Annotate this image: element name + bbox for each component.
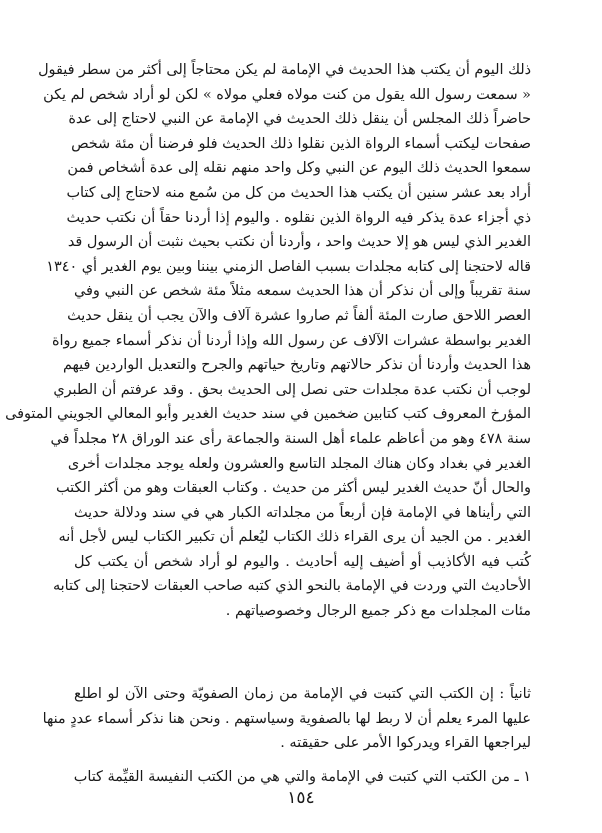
text-line: الغدير في بغداد وكان هناك المجلد التاسع والعشرون ولعله يوجد مجلدات أخرى: [67, 455, 531, 472]
text-line: التي رأيناها في الإمامة فإن أربعاً من مجلداته الكبار هي في سند ودلالة حديث: [74, 504, 531, 521]
text-line: الأحاديث التي وردت في الإمامة بالنحو الذي كتبه صاحب العبقات لاحتجنا إلى كتابه: [52, 578, 531, 595]
text-line: « سمعت رسول الله يقول من كنت مولاه فعلي مولاه » لكن لو أراد شخص لم يكن: [43, 86, 531, 103]
paragraph-main: [5, 58, 531, 624]
paragraph-secondly: [42, 682, 531, 756]
text-line: ذلك اليوم أن يكتب هذا الحديث في الإمامة لم يكن محتاجاً إلى أكثر من سطر فيقول: [38, 62, 531, 78]
text-line: الغدير . من الجيد أن يرى القراء ذلك الكتاب ليُعلم أن تكبير الكتاب ليس لأجل أنه: [58, 529, 531, 546]
text-line: عليها المرء يعلم أن لا ربط لها بالصفوية وسياستهم . ونحن هنا نذكر أسماء عددٍ منها: [42, 710, 531, 727]
text-line: حاضراً ذلك المجلس أن ينقل ذلك الحديث في الإمامة عن النبي لاحتاج إلى عدة: [68, 111, 531, 128]
text-line: كُتب فيه الأكاذيب أو أضيف إليه أحاديث . واليوم لو أراد شخص أن يكتب كل: [74, 553, 531, 570]
text-line: والحال أنّ حديث الغدير ليس أكثر من حديث . وكتاب العبقات وهو من أكثر الكتب: [55, 480, 531, 497]
text-line: أراد بعد عشر سنين أن يكتب هذا الحديث من كل من سُمع منه لاحتاج إلى كتاب: [66, 184, 531, 201]
text-line: الغدير بواسطة عشرات الآلاف عن رسول الله وإذا أردنا أن نذكر أسماء جميع رواة: [51, 332, 531, 349]
text-line: المؤرخ المعروف كتب كتابين ضخمين في سند حديث الغدير وأبو المعالي الجويني المتوفى: [5, 406, 531, 423]
text-line: ١ ـ من الكتب التي كتبت في الإمامة والتي هي من الكتب النفيسة القيِّمة كتاب: [73, 769, 531, 785]
text-line: ليراجعها القراء ويدركوا الأمر على حقيقته .: [280, 735, 531, 752]
text-line: ذي أجزاء عدة يذكر فيه الرواة الذين نقلوه . واليوم إذا أردنا حقاً أن نكتب حديث: [66, 209, 531, 226]
text-line: مئات المجلدات مع ذكر جميع الرجال وخصوصياتهم .: [225, 603, 531, 620]
text-line: سنة تقريباً وإلى أن نذكر أن هذا الحديث سمعه مثلاً مئة شخص عن النبي وفي: [74, 283, 531, 300]
text-line: سنة ٤٧٨ وهو من أعاظم علماء أهل السنة والجماعة رأى عند الوراق ٢٨ مجلداً في: [50, 430, 531, 447]
text-line: ثانياً : إن الكتب التي كتبت في الإمامة من زمان الصفويّة وحتى الآن لو اطلع: [74, 686, 531, 702]
text-line: العصر اللاحق صارت المئة ألفاً ثم صاروا عشرة آلاف والآن يجب أن ينقل حديث: [67, 307, 531, 324]
page-number: ١٥٤: [287, 788, 315, 808]
text-line: لوجب أن نكتب عدة مجلدات حتى نصل إلى الحديث بحق . وقد عرفتم أن الطبري: [53, 381, 531, 398]
text-line: قاله لاحتجنا إلى كتابه مجلدات بسبب الفاصل الزمني بيننا وبين يوم الغدير أي ١٣٤٠: [46, 258, 531, 275]
text-line: هذا الحديث وأردنا أن نذكر حالاتهم وتاريخ حياتهم والجرح والتعديل الواردين فيهم: [62, 357, 531, 374]
text-line: سمعوا الحديث ذلك اليوم عن النبي وكل واحد منهم نقله إلى عدة أشخاص فمن: [67, 160, 531, 177]
text-line: صفحات ليكتب أسماء الرواة الذين نقلوا ذلك الحديث فلو فرضنا أن مئة شخص: [71, 135, 531, 152]
text-line: الغدير الذي ليس هو إلا حديث واحد ، وأردنا أن نكتب بحيث نثبت أن الرسول قد: [67, 234, 531, 251]
